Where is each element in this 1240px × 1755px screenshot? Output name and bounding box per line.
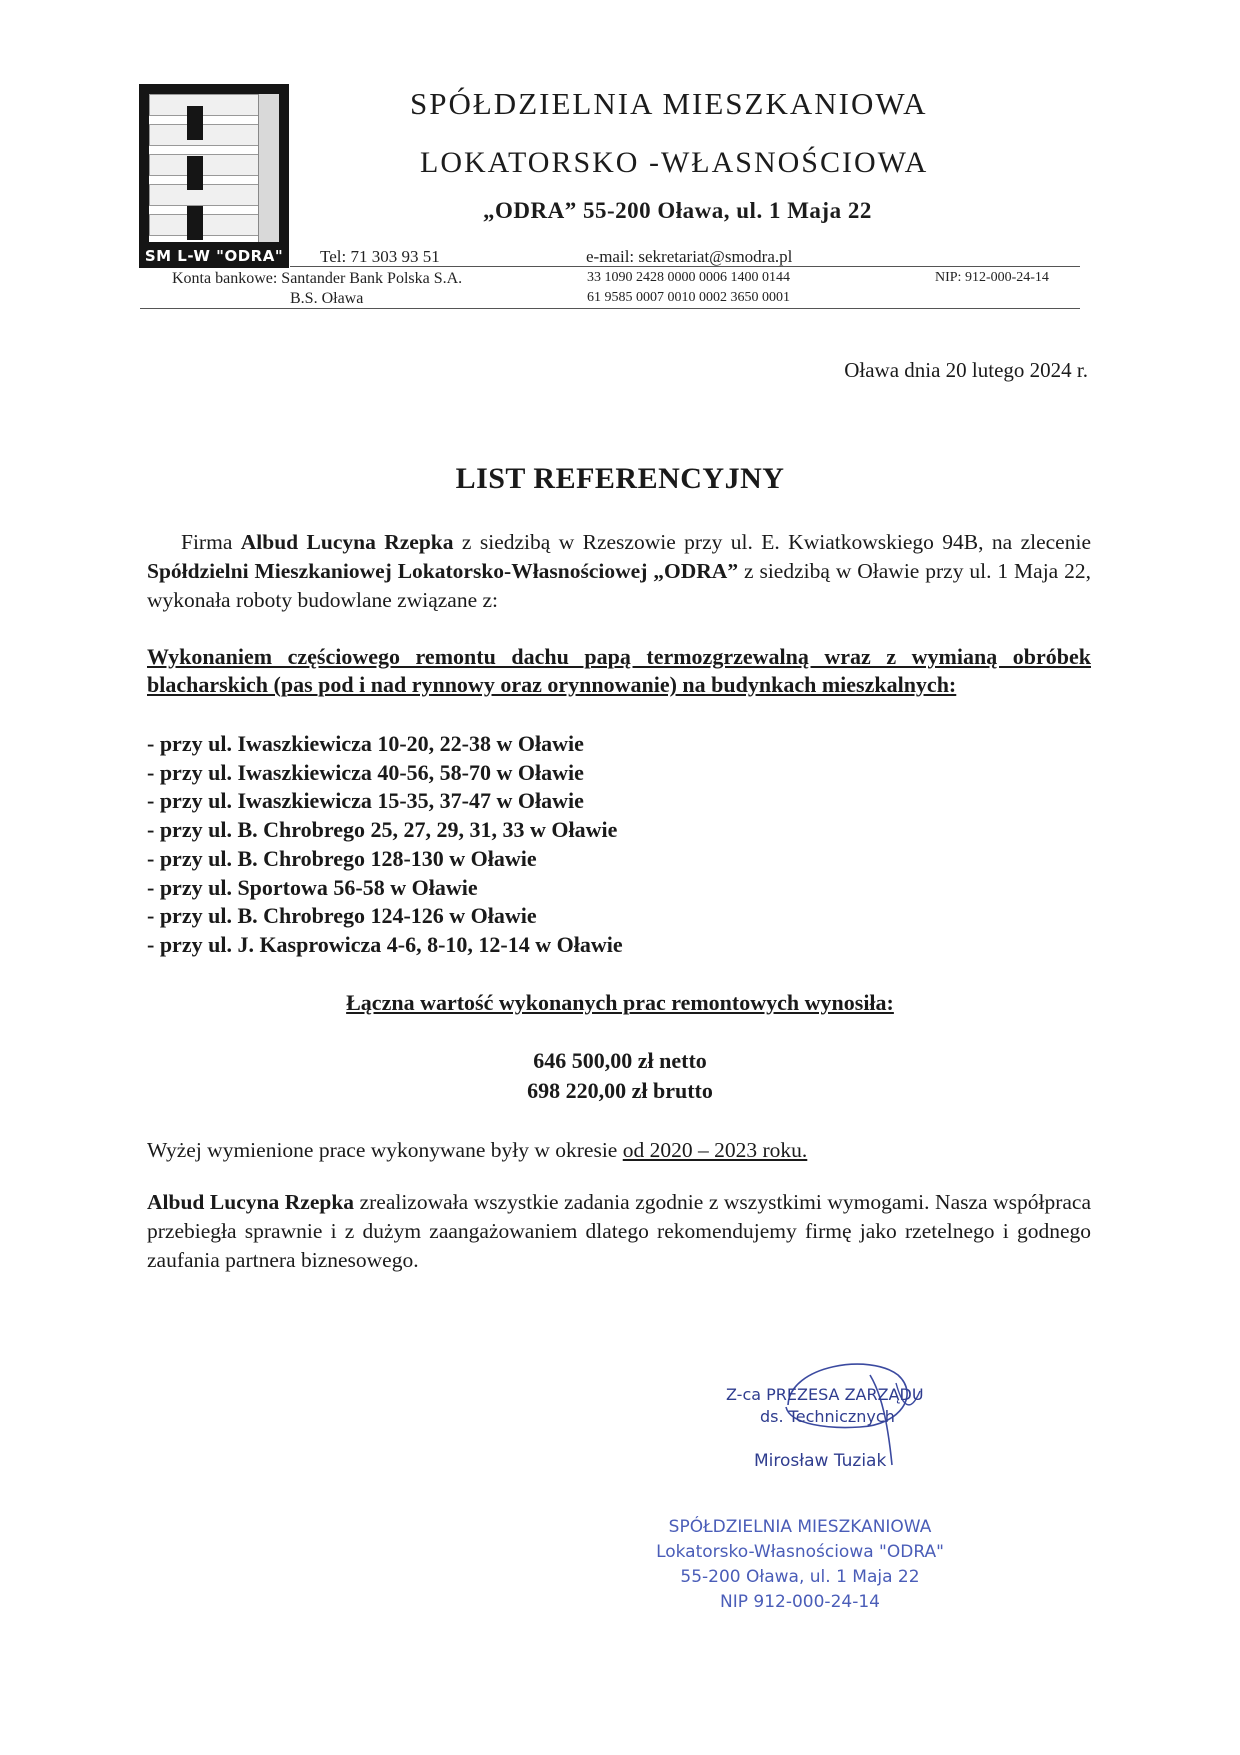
signature-department: ds. Technicznych xyxy=(760,1407,895,1426)
letter-date: Oława dnia 20 lutego 2024 r. xyxy=(844,358,1088,382)
signature-name: Mirosław Tuziak xyxy=(754,1451,887,1471)
letter-title: LIST REFERENCYJNY xyxy=(455,462,785,495)
closing-paragraph xyxy=(147,1188,1091,1275)
stamp-line3: 55-200 Oława, ul. 1 Maja 22 xyxy=(680,1567,920,1587)
list-item: - przy ul. J. Kasprowicza 4-6, 8-10, 12-14 w Oławie xyxy=(147,931,623,957)
logo-text: SM L-W "ODRA" xyxy=(144,247,284,265)
net-amount: 646 500,00 zł netto xyxy=(533,1048,707,1073)
stamp-line2: Lokatorsko-Własnościowa "ODRA" xyxy=(656,1542,944,1562)
contractor-name: Albud Lucyna Rzepka xyxy=(240,530,454,554)
bank-account-1: 33 1090 2428 0000 0006 1400 0144 xyxy=(587,270,790,285)
header-bottom-rule xyxy=(140,308,1080,309)
list-item: - przy ul. Sportowa 56-58 w Oławie xyxy=(147,874,478,900)
list-item: - przy ul. Iwaszkiewicza 40-56, 58-70 w Oławie xyxy=(147,759,584,785)
org-address: „ODRA” 55-200 Oława, ul. 1 Maja 22 xyxy=(483,198,872,223)
logo-building-graphic xyxy=(149,94,279,242)
closing-company: Albud Lucyna Rzepka xyxy=(147,1190,355,1214)
org-name-line2: LOKATORSKO -WŁASNOŚCIOWA xyxy=(420,146,929,179)
header-email: e-mail: sekretariat@smodra.pl xyxy=(586,247,793,266)
header-nip: NIP: 912-000-24-14 xyxy=(935,270,1049,285)
bank-label: Konta bankowe: Santander Bank Polska S.A. xyxy=(172,270,463,287)
stamp-line4: NIP 912-000-24-14 xyxy=(720,1592,880,1612)
intro-paragraph xyxy=(147,528,1091,615)
intro-text-3: z siedzibą w Oławie przy ul. 1 Maja 22, wykonała roboty budowlane związane z: xyxy=(147,559,1092,612)
stamp-line1: SPÓŁDZIELNIA MIESZKANIOWA xyxy=(668,1517,932,1537)
work-period xyxy=(147,1138,807,1163)
list-item: - przy ul. Iwaszkiewicza 10-20, 22-38 w Oławie xyxy=(147,731,584,756)
list-item: - przy ul. B. Chrobrego 25, 27, 29, 31, 33 w Oławie xyxy=(147,817,618,843)
scope-of-work: Wykonaniem częściowego remontu dachu papą termozgrzewalną wraz z wymianą obróbek blacharskich (pas pod i nad rynnowy oraz orynnowanie) na budynkach mieszkalnych: xyxy=(147,644,1091,697)
period-value: od 2020 – 2023 roku. xyxy=(622,1138,808,1162)
list-item: - przy ul. B. Chrobrego 124-126 w Oławie xyxy=(147,903,537,929)
intro-text-1: Firma xyxy=(181,530,241,554)
bank-label-2: B.S. Oława xyxy=(290,290,364,307)
closing-text: zrealizowała wszystkie zadania zgodnie z wszystkimi wymogami. Nasza współpraca przebiegła sprawnie i z dużym zaangażowaniem dlatego rekomendujemy firmę jako rzetelnego i godnego zaufania partnera biznesowego. xyxy=(147,1190,1092,1272)
header-rule xyxy=(290,266,1080,267)
list-item: - przy ul. Iwaszkiewicza 15-35, 37-47 w Oławie xyxy=(147,788,584,814)
org-name-line1: SPÓŁDZIELNIA MIESZKANIOWA xyxy=(410,86,928,121)
signature-title: Z-ca PREZESA ZARZĄDU xyxy=(726,1385,924,1404)
signature-block xyxy=(720,1355,960,1475)
gross-amount: 698 220,00 zł brutto xyxy=(527,1078,713,1103)
period-text: Wyżej wymienione prace wykonywane były w okresie xyxy=(147,1138,623,1162)
intro-text-2: z siedzibą w Rzeszowie przy ul. E. Kwiatkowskiego 94B, na zlecenie xyxy=(453,530,1091,554)
client-name: Spółdzielni Mieszkaniowej Lokatorsko-Własnościowej „ODRA” xyxy=(147,559,739,583)
header-phone: Tel: 71 303 93 51 xyxy=(320,247,440,266)
total-value-label: Łączna wartość wykonanych prac remontowych wynosiła: xyxy=(346,990,894,1015)
address-list xyxy=(147,730,623,960)
bank-account-2: 61 9585 0007 0010 0002 3650 0001 xyxy=(587,290,790,305)
list-item: - przy ul. B. Chrobrego 128-130 w Oławie xyxy=(147,845,537,871)
organization-logo xyxy=(139,84,289,268)
